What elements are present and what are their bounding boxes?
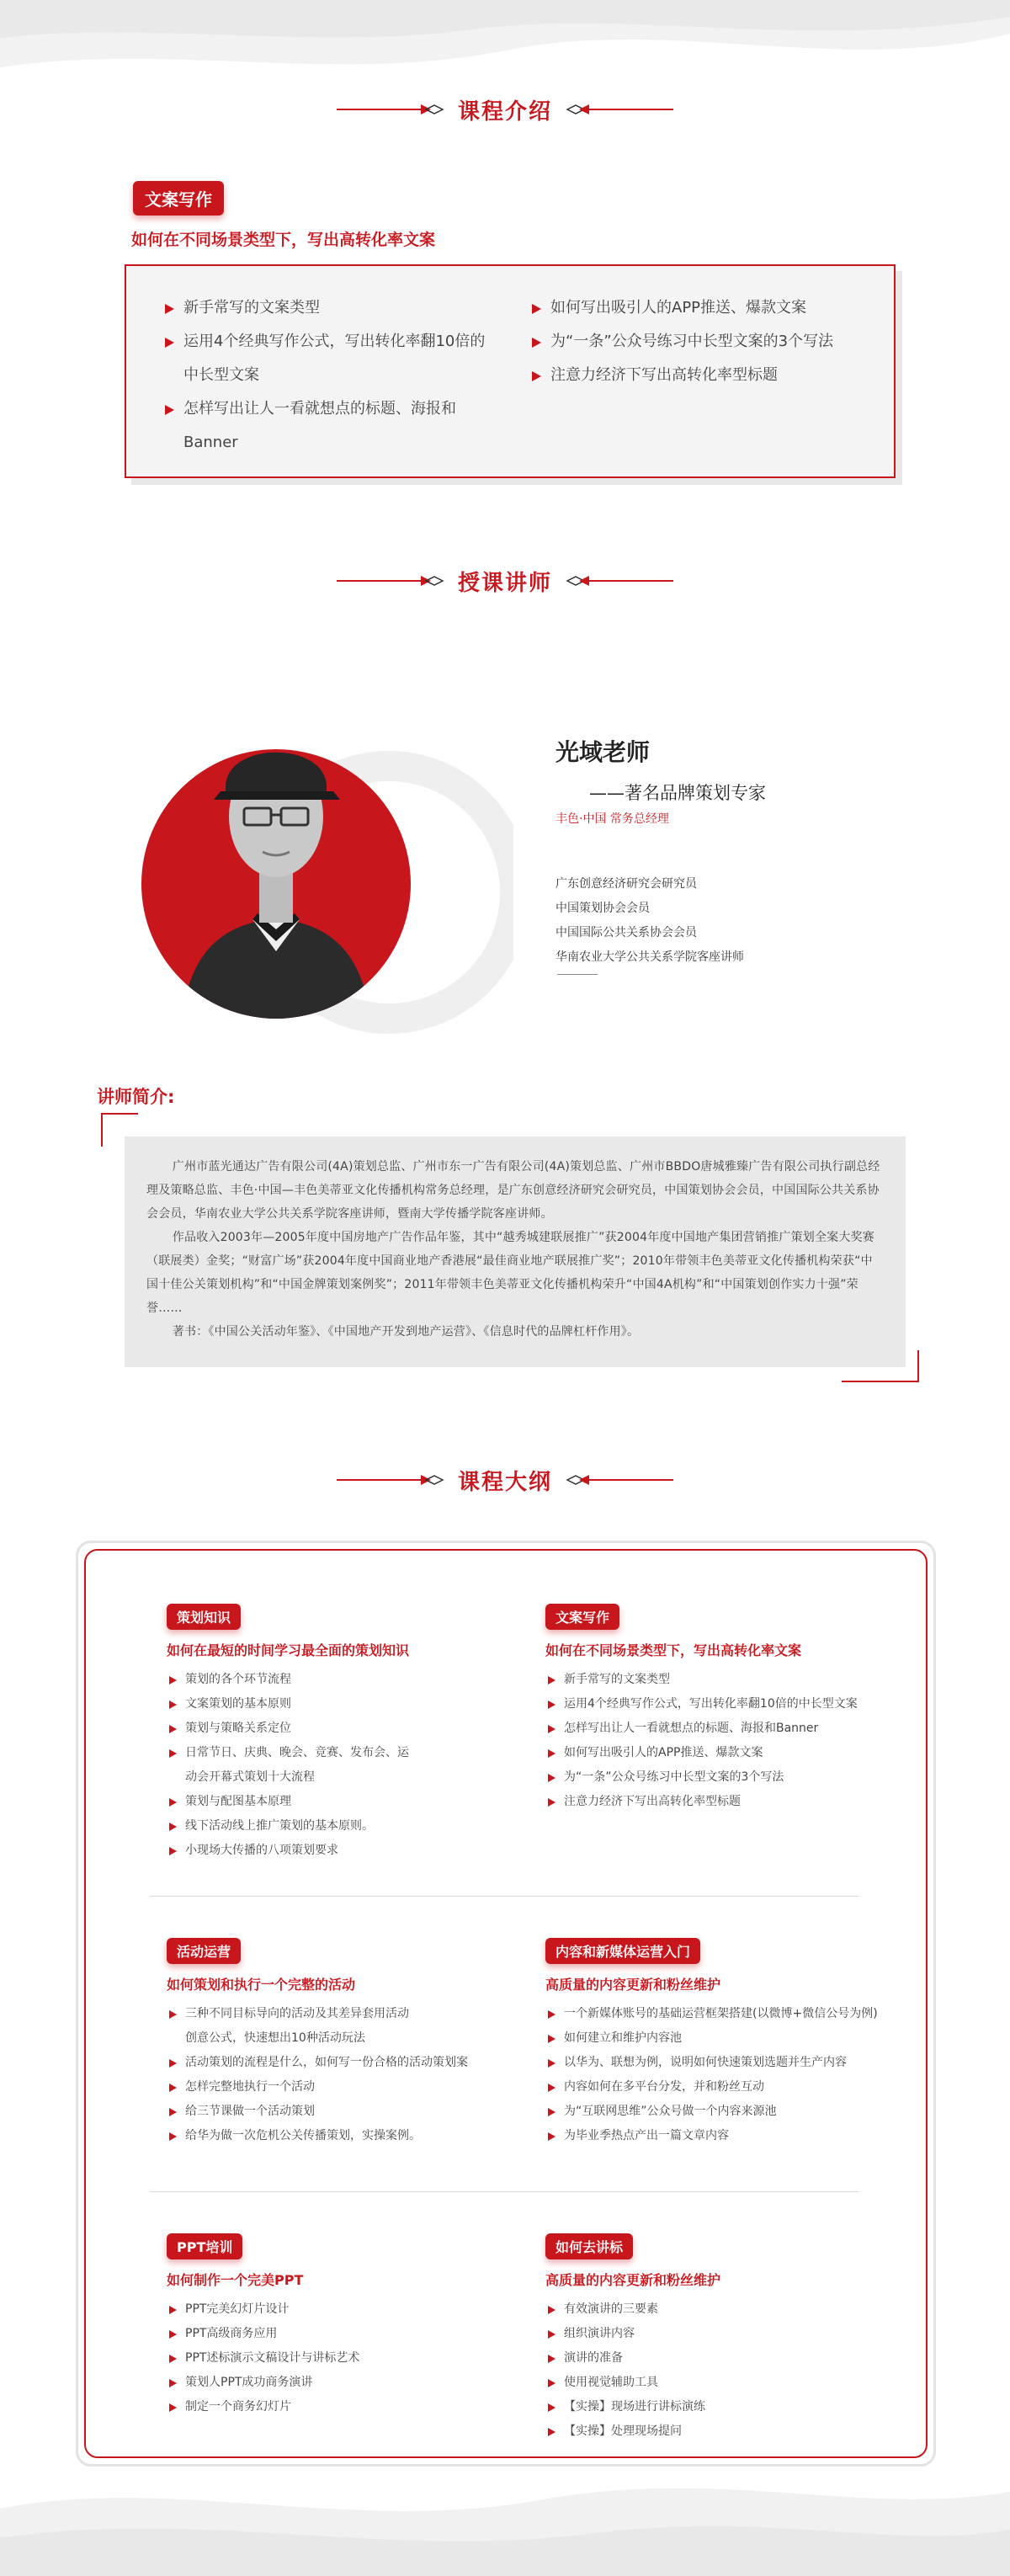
section-title-outline [0,1463,1010,1497]
module-bid-presentation [545,2233,907,2444]
course-subtitle: 如何在不同场景类型下，写出高转化率文案 [131,231,436,249]
list-item: 制定一个商务幻灯片 [167,2395,503,2419]
module-tag: 内容和新媒体运营入门 [545,1938,700,1964]
list-item: 如何写出吸引人的APP推送、爆款文案 [529,291,882,325]
list-item: 为“一条”公众号练习中长型文案的3个写法 [545,1765,907,1790]
list-item: PPT高级商务应用 [167,2322,503,2346]
list-item: 新手常写的文案类型 [545,1668,907,1692]
list-item: 活动策划的流程是什么，如何写一份合格的活动策划案 [167,2051,503,2075]
module-tag: 如何去讲标 [545,2233,633,2259]
title-ornament-right [564,572,673,589]
intro-heading: 讲师简介: [97,1087,175,1107]
list-item: 线下活动线上推广策划的基本原则。 [167,1814,495,1839]
list-item: 策划与配图基本原理 [167,1790,495,1814]
module-subtitle: 如何制作一个完美PPT [167,2272,304,2288]
list-item: 为毕业季热点产出一篇文章内容 [545,2124,907,2148]
section-title-text: 授课讲师 [457,570,552,596]
list-item: 演讲的准备 [545,2346,907,2371]
module-subtitle: 高质量的内容更新和粉丝维护 [545,2272,721,2288]
list-item: 策划与策略关系定位 [167,1716,495,1741]
module-items [167,2002,503,2148]
section-title-text: 课程大纲 [457,1469,552,1495]
module-subtitle: 如何策划和执行一个完整的活动 [167,1977,356,1993]
list-item: PPT述标演示文稿设计与讲标艺术 [167,2346,503,2371]
teacher-roles [556,872,744,970]
course-tag: 文案写作 [133,181,224,216]
list-item: 内容如何在多平台分发，并和粉丝互动 [545,2075,907,2100]
teacher-brand: 丰色·中国 常务总经理 [556,812,669,826]
section-title-text: 课程介绍 [457,98,552,125]
module-items [545,2002,907,2148]
list-item: 使用视觉辅助工具 [545,2371,907,2395]
list-item: 运用4个经典写作公式，写出转化率翻10倍的中长型文案 [162,325,490,392]
module-items [167,1668,495,1863]
intro-paragraph: 广州市蓝光通达广告有限公司(4A)策划总监、广州市东一广告有限公司(4A)策划总监、广州市BBDO唐城雅臻广告有限公司执行副总经理及策略总监、丰色·中国—丰色美蒂亚文化传播机构常务总经理，是广东创意经济研究会研究员，中国策划协会会员，中国国际公共关系协会会员，华南农业大学公共关系学院客座讲师，暨南大学传播学院客座讲师。 [146,1160,880,1221]
list-item: 日常节日、庆典、晚会、竞赛、发布会、运动会开幕式策划十大流程 [167,1741,419,1790]
list-item: 策划的各个环节流程 [167,1668,495,1692]
module-tag: 文案写作 [545,1604,619,1630]
list-item: 有效演讲的三要素 [545,2297,907,2322]
list-item: 【实操】现场进行讲标演练 [545,2395,907,2419]
list-item: 文案策划的基本原则 [167,1692,495,1716]
list-item: 运用4个经典写作公式，写出转化率翻10倍的中长型文案 [545,1692,907,1716]
list-item: 如何建立和维护内容池 [545,2026,907,2051]
list-item: 给华为做一次危机公关传播策划，实操案例。 [167,2124,503,2148]
list-item: 策划人PPT成功商务演讲 [167,2371,503,2395]
intro-paragraph: 著书：《中国公关活动年鉴》、《中国地产开发到地产运营》、《信息时代的品牌杠杆作用》。 [172,1325,640,1339]
teacher-name: 光域老师 [556,738,651,766]
list-item: 注意力经济下写出高转化率型标题 [529,359,882,392]
list-item: 给三节课做一个活动策划 [167,2100,503,2124]
course-topics-left [162,291,490,460]
module-subtitle: 如何在不同场景类型下，写出高转化率文案 [545,1642,802,1658]
module-copywriting [545,1604,907,1814]
list-item: 如何写出吸引人的APP推送、爆款文案 [545,1741,907,1765]
list-item: 三种不同目标导向的活动及其差异套用活动创意公式，快速想出10种活动玩法 [167,2002,419,2051]
module-divider [150,1896,858,1897]
list-item: 广东创意经济研究会研究员 [556,877,697,891]
teacher-title: ——著名品牌策划专家 [589,783,766,803]
list-item: 新手常写的文案类型 [162,291,490,325]
title-ornament-left [337,101,446,118]
list-item: 组织演讲内容 [545,2322,907,2346]
module-new-media [545,1938,907,2148]
section-title-course-intro [0,93,1010,126]
bottom-wave-decoration [0,2458,1010,2576]
corner-ornament [842,1350,919,1382]
list-item: 为“互联网思维”公众号做一个内容来源池 [545,2100,907,2124]
teacher-portrait [126,673,513,1044]
list-item: 中国国际公共关系协会会员 [556,926,697,939]
top-wave-decoration [0,0,1010,93]
module-tag: PPT培训 [167,2233,242,2259]
module-subtitle: 高质量的内容更新和粉丝维护 [545,1977,721,1993]
list-item: 一个新媒体账号的基础运营框架搭建(以微博+微信公号为例) [545,2002,907,2026]
module-items [545,1668,907,1814]
title-ornament-right [564,101,673,118]
list-item: 怎样写出让人一看就想点的标题、海报和Banner [545,1716,907,1741]
title-ornament-left [337,572,446,589]
module-planning [167,1604,495,1863]
list-item: 怎样写出让人一看就想点的标题、海报和Banner [162,392,490,460]
module-items [545,2297,907,2444]
section-title-instructor [0,564,1010,598]
title-ornament-left [337,1472,446,1488]
module-items [167,2297,503,2419]
list-item: 注意力经济下写出高转化率型标题 [545,1790,907,1814]
course-topics-panel [125,264,896,478]
module-subtitle: 如何在最短的时间学习最全面的策划知识 [167,1642,410,1658]
list-item: 小现场大传播的八项策划要求 [167,1839,495,1863]
list-item: 以华为、联想为例，说明如何快速策划选题并生产内容 [545,2051,907,2075]
list-item: 为“一条”公众号练习中长型文案的3个写法 [529,325,882,359]
module-divider [150,2191,858,2192]
list-item: 华南农业大学公共关系学院客座讲师 [556,950,744,964]
intro-panel [125,1136,906,1367]
course-topics-right [529,291,882,392]
list-item: 怎样完整地执行一个活动 [167,2075,503,2100]
intro-paragraph: 作品收入2003年—2005年度中国房地产广告作品年鉴，其中“越秀城建联展推广”获2004年度中国地产集团营销推广策划全案大奖赛（联展类）金奖；“财富广场”获2004年度中国商业地产香港展“最佳商业地产联展推广奖”；2010年带领丰色美蒂亚文化传播机构荣获“中国十佳公关策划机构”和“中国金牌策划案例奖”；2011年带领丰色美蒂亚文化传播机构荣升“中国4A机构”和“中国策划创作实力十强”荣誉…… [146,1231,874,1315]
module-tag: 策划知识 [167,1604,241,1630]
title-ornament-right [564,1472,673,1488]
module-ppt [167,2233,503,2419]
list-item: PPT完美幻灯片设计 [167,2297,503,2322]
list-item: 中国策划协会会员 [556,902,650,915]
list-item: 【实操】处理现场提问 [545,2419,907,2444]
module-event-operation [167,1938,503,2148]
module-tag: 活动运营 [167,1938,241,1964]
divider [557,974,598,975]
